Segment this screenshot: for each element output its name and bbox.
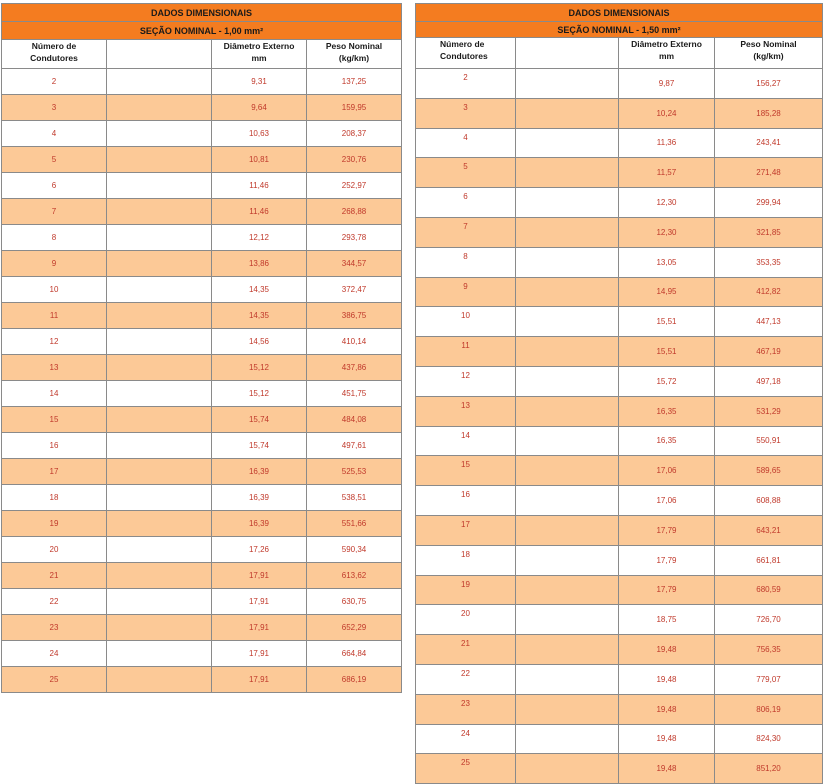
cell-peso-nominal: 372,47: [307, 277, 402, 303]
cell-blank: [107, 147, 212, 173]
table-row: [2, 95, 402, 121]
cell-blank: [516, 158, 619, 188]
table-row: [416, 694, 823, 724]
header-peso-nominal: [715, 38, 823, 69]
cell-peso-nominal: 437,86: [307, 355, 402, 381]
cell-numero-condutores: 15: [2, 407, 107, 433]
cell-numero-condutores: 14: [416, 426, 516, 456]
cell-blank: [516, 307, 619, 337]
cell-peso-nominal: 806,19: [715, 694, 823, 724]
table-row: [2, 225, 402, 251]
table-row: [416, 754, 823, 784]
cell-numero-condutores: 16: [2, 433, 107, 459]
table-row: [416, 545, 823, 575]
table-row: [416, 128, 823, 158]
cell-blank: [107, 303, 212, 329]
cell-blank: [516, 486, 619, 516]
header-numero-line1: Número de: [440, 39, 485, 49]
cell-numero-condutores: 3: [416, 98, 516, 128]
cell-peso-nominal: 525,53: [307, 459, 402, 485]
cell-diametro-externo: 17,91: [212, 563, 307, 589]
table-title-row: [2, 4, 402, 22]
cell-blank: [107, 459, 212, 485]
cell-diametro-externo: 10,63: [212, 121, 307, 147]
cell-numero-condutores: 10: [2, 277, 107, 303]
cell-numero-condutores: 11: [416, 337, 516, 367]
table-row: [2, 641, 402, 667]
table-row: [2, 537, 402, 563]
cell-numero-condutores: 7: [416, 217, 516, 247]
cell-numero-condutores: 2: [416, 69, 516, 99]
cell-blank: [516, 277, 619, 307]
cell-blank: [107, 407, 212, 433]
cell-diametro-externo: 15,12: [212, 355, 307, 381]
cell-blank: [516, 694, 619, 724]
table-row: [2, 433, 402, 459]
cell-peso-nominal: 156,27: [715, 69, 823, 99]
cell-peso-nominal: 538,51: [307, 485, 402, 511]
cell-blank: [107, 667, 212, 693]
table-row: [2, 147, 402, 173]
header-blank: [107, 40, 212, 69]
table-row: [416, 426, 823, 456]
cell-diametro-externo: 17,06: [619, 486, 715, 516]
table-row: [416, 515, 823, 545]
cell-diametro-externo: 16,39: [212, 459, 307, 485]
cell-peso-nominal: 412,82: [715, 277, 823, 307]
cell-blank: [516, 396, 619, 426]
cell-peso-nominal: 551,66: [307, 511, 402, 537]
cell-peso-nominal: 137,25: [307, 69, 402, 95]
dimensional-table-1-00: [1, 3, 402, 693]
header-numero-line2: Condutores: [30, 53, 78, 63]
cell-diametro-externo: 19,48: [619, 635, 715, 665]
table-row: [2, 251, 402, 277]
cell-blank: [107, 615, 212, 641]
table-row: [416, 396, 823, 426]
cell-diametro-externo: 17,91: [212, 615, 307, 641]
cell-numero-condutores: 18: [2, 485, 107, 511]
table-row: [416, 307, 823, 337]
cell-diametro-externo: 17,91: [212, 641, 307, 667]
cell-diametro-externo: 15,12: [212, 381, 307, 407]
table-row: [416, 635, 823, 665]
cell-peso-nominal: 344,57: [307, 251, 402, 277]
table-row: [2, 303, 402, 329]
header-blank: [516, 38, 619, 69]
cell-peso-nominal: 680,59: [715, 575, 823, 605]
header-numero-condutores: [416, 38, 516, 69]
cell-numero-condutores: 4: [2, 121, 107, 147]
cell-peso-nominal: 824,30: [715, 724, 823, 754]
cell-peso-nominal: 230,76: [307, 147, 402, 173]
table-row: [416, 366, 823, 396]
cell-peso-nominal: 851,20: [715, 754, 823, 784]
cell-peso-nominal: 664,84: [307, 641, 402, 667]
cell-diametro-externo: 15,51: [619, 337, 715, 367]
header-diametro-externo: [212, 40, 307, 69]
cell-peso-nominal: 410,14: [307, 329, 402, 355]
cell-numero-condutores: 2: [2, 69, 107, 95]
cell-diametro-externo: 10,81: [212, 147, 307, 173]
cell-diametro-externo: 15,74: [212, 433, 307, 459]
cell-diametro-externo: 13,05: [619, 247, 715, 277]
table-row: [2, 277, 402, 303]
table-row: [2, 329, 402, 355]
cell-peso-nominal: 321,85: [715, 217, 823, 247]
header-diametro-line2: mm: [658, 51, 675, 61]
header-diametro-line2: mm: [251, 53, 267, 63]
cell-peso-nominal: 386,75: [307, 303, 402, 329]
table-row: [2, 381, 402, 407]
table-row: [2, 355, 402, 381]
cell-blank: [107, 433, 212, 459]
cell-peso-nominal: 208,37: [307, 121, 402, 147]
table-row: [416, 575, 823, 605]
cell-blank: [107, 121, 212, 147]
cell-diametro-externo: 19,48: [619, 754, 715, 784]
cell-numero-condutores: 14: [2, 381, 107, 407]
column-header-row: [2, 40, 402, 69]
cell-diametro-externo: 12,30: [619, 217, 715, 247]
cell-blank: [107, 277, 212, 303]
cell-peso-nominal: 643,21: [715, 515, 823, 545]
cell-numero-condutores: 7: [2, 199, 107, 225]
cell-diametro-externo: 13,86: [212, 251, 307, 277]
cell-numero-condutores: 11: [2, 303, 107, 329]
table-row: [416, 486, 823, 516]
header-diametro-line1: Diâmetro Externo: [631, 39, 702, 49]
cell-blank: [516, 69, 619, 99]
cell-diametro-externo: 15,72: [619, 366, 715, 396]
cell-peso-nominal: 252,97: [307, 173, 402, 199]
cell-blank: [516, 575, 619, 605]
dimensional-table-1-50: [415, 3, 823, 784]
cell-peso-nominal: 497,61: [307, 433, 402, 459]
cell-blank: [516, 754, 619, 784]
cell-blank: [516, 605, 619, 635]
table-row: [2, 615, 402, 641]
cell-diametro-externo: 11,57: [619, 158, 715, 188]
table-row: [2, 667, 402, 693]
cell-numero-condutores: 8: [416, 247, 516, 277]
header-peso-nominal: [307, 40, 402, 69]
cell-diametro-externo: 11,46: [212, 199, 307, 225]
cell-blank: [107, 69, 212, 95]
cell-diametro-externo: 12,12: [212, 225, 307, 251]
table-subtitle: SEÇÃO NOMINAL - 1,50 mm²: [416, 22, 823, 38]
header-peso-line2: (kg/km): [338, 53, 370, 63]
cell-blank: [107, 355, 212, 381]
cell-diametro-externo: 19,48: [619, 664, 715, 694]
cell-numero-condutores: 6: [2, 173, 107, 199]
cell-numero-condutores: 19: [416, 575, 516, 605]
cell-diametro-externo: 18,75: [619, 605, 715, 635]
header-peso-line1: Peso Nominal: [740, 39, 797, 49]
table-title-row: [416, 4, 823, 22]
cell-blank: [516, 98, 619, 128]
cell-diametro-externo: 11,46: [212, 173, 307, 199]
cell-blank: [107, 95, 212, 121]
cell-diametro-externo: 11,36: [619, 128, 715, 158]
cell-peso-nominal: 590,34: [307, 537, 402, 563]
cell-blank: [516, 664, 619, 694]
cell-diametro-externo: 19,48: [619, 724, 715, 754]
table-row: [2, 511, 402, 537]
table-body: [2, 69, 402, 693]
cell-diametro-externo: 14,56: [212, 329, 307, 355]
table-subtitle: SEÇÃO NOMINAL - 1,00 mm²: [2, 22, 402, 40]
cell-peso-nominal: 756,35: [715, 635, 823, 665]
cell-peso-nominal: 726,70: [715, 605, 823, 635]
cell-peso-nominal: 630,75: [307, 589, 402, 615]
cell-numero-condutores: 6: [416, 188, 516, 218]
cell-peso-nominal: 652,29: [307, 615, 402, 641]
cell-peso-nominal: 779,07: [715, 664, 823, 694]
header-numero-condutores: [2, 40, 107, 69]
table-row: [416, 188, 823, 218]
table-subtitle-row: [2, 22, 402, 40]
table-subtitle-row: [416, 22, 823, 38]
cell-blank: [107, 485, 212, 511]
column-header-row: [416, 38, 823, 69]
header-peso-line2: (kg/km): [753, 51, 784, 61]
cell-diametro-externo: 15,51: [619, 307, 715, 337]
cell-diametro-externo: 16,35: [619, 396, 715, 426]
cell-numero-condutores: 19: [2, 511, 107, 537]
cell-numero-condutores: 21: [416, 635, 516, 665]
cell-diametro-externo: 16,35: [619, 426, 715, 456]
cell-diametro-externo: 14,35: [212, 277, 307, 303]
cell-numero-condutores: 12: [2, 329, 107, 355]
cell-numero-condutores: 20: [2, 537, 107, 563]
table-row: [416, 69, 823, 99]
cell-diametro-externo: 17,79: [619, 575, 715, 605]
header-diametro-externo: [619, 38, 715, 69]
cell-peso-nominal: 447,13: [715, 307, 823, 337]
cell-peso-nominal: 185,28: [715, 98, 823, 128]
cell-diametro-externo: 9,31: [212, 69, 307, 95]
cell-diametro-externo: 14,35: [212, 303, 307, 329]
cell-blank: [516, 128, 619, 158]
table-row: [416, 98, 823, 128]
cell-numero-condutores: 23: [2, 615, 107, 641]
cell-numero-condutores: 24: [416, 724, 516, 754]
cell-numero-condutores: 12: [416, 366, 516, 396]
table-row: [2, 199, 402, 225]
cell-numero-condutores: 20: [416, 605, 516, 635]
table-row: [416, 605, 823, 635]
cell-numero-condutores: 13: [2, 355, 107, 381]
table-row: [2, 459, 402, 485]
cell-diametro-externo: 17,91: [212, 667, 307, 693]
cell-peso-nominal: 608,88: [715, 486, 823, 516]
cell-diametro-externo: 16,39: [212, 485, 307, 511]
cell-peso-nominal: 467,19: [715, 337, 823, 367]
cell-diametro-externo: 14,95: [619, 277, 715, 307]
cell-peso-nominal: 661,81: [715, 545, 823, 575]
cell-numero-condutores: 3: [2, 95, 107, 121]
table-title: DADOS DIMENSIONAIS: [2, 4, 402, 22]
cell-numero-condutores: 21: [2, 563, 107, 589]
cell-peso-nominal: 686,19: [307, 667, 402, 693]
cell-numero-condutores: 5: [2, 147, 107, 173]
table-row: [416, 664, 823, 694]
cell-numero-condutores: 17: [416, 515, 516, 545]
cell-peso-nominal: 589,65: [715, 456, 823, 486]
table-row: [416, 247, 823, 277]
cell-blank: [516, 635, 619, 665]
cell-blank: [516, 724, 619, 754]
cell-blank: [516, 188, 619, 218]
cell-blank: [107, 329, 212, 355]
cell-numero-condutores: 18: [416, 545, 516, 575]
table-row: [416, 337, 823, 367]
table-row: [416, 724, 823, 754]
cell-peso-nominal: 293,78: [307, 225, 402, 251]
header-peso-line1: Peso Nominal: [325, 41, 383, 51]
cell-diametro-externo: 9,64: [212, 95, 307, 121]
cell-blank: [516, 426, 619, 456]
cell-numero-condutores: 23: [416, 694, 516, 724]
cell-diametro-externo: 17,79: [619, 545, 715, 575]
cell-blank: [107, 641, 212, 667]
table-row: [2, 589, 402, 615]
table-row: [2, 69, 402, 95]
cell-blank: [516, 515, 619, 545]
cell-peso-nominal: 484,08: [307, 407, 402, 433]
cell-blank: [107, 537, 212, 563]
cell-peso-nominal: 271,48: [715, 158, 823, 188]
cell-peso-nominal: 353,35: [715, 247, 823, 277]
cell-peso-nominal: 497,18: [715, 366, 823, 396]
cell-blank: [516, 366, 619, 396]
table-row: [2, 485, 402, 511]
cell-diametro-externo: 16,39: [212, 511, 307, 537]
table-row: [416, 277, 823, 307]
cell-numero-condutores: 13: [416, 396, 516, 426]
cell-peso-nominal: 159,95: [307, 95, 402, 121]
cell-peso-nominal: 268,88: [307, 199, 402, 225]
cell-numero-condutores: 9: [416, 277, 516, 307]
cell-peso-nominal: 613,62: [307, 563, 402, 589]
cell-diametro-externo: 17,06: [619, 456, 715, 486]
cell-numero-condutores: 15: [416, 456, 516, 486]
cell-blank: [107, 173, 212, 199]
cell-numero-condutores: 25: [416, 754, 516, 784]
header-numero-line1: Número de: [31, 41, 77, 51]
cell-diametro-externo: 19,48: [619, 694, 715, 724]
cell-blank: [107, 251, 212, 277]
cell-blank: [107, 511, 212, 537]
table-title: DADOS DIMENSIONAIS: [416, 4, 823, 22]
cell-diametro-externo: 10,24: [619, 98, 715, 128]
table-row: [2, 407, 402, 433]
cell-numero-condutores: 9: [2, 251, 107, 277]
cell-numero-condutores: 17: [2, 459, 107, 485]
cell-blank: [107, 381, 212, 407]
cell-diametro-externo: 17,79: [619, 515, 715, 545]
cell-diametro-externo: 12,30: [619, 188, 715, 218]
cell-peso-nominal: 531,29: [715, 396, 823, 426]
cell-numero-condutores: 10: [416, 307, 516, 337]
cell-numero-condutores: 22: [2, 589, 107, 615]
cell-diametro-externo: 15,74: [212, 407, 307, 433]
cell-blank: [107, 589, 212, 615]
table-row: [2, 173, 402, 199]
cell-blank: [107, 563, 212, 589]
cell-blank: [516, 337, 619, 367]
cell-blank: [516, 247, 619, 277]
cell-numero-condutores: 5: [416, 158, 516, 188]
table-row: [416, 158, 823, 188]
cell-blank: [516, 217, 619, 247]
cell-peso-nominal: 299,94: [715, 188, 823, 218]
table-row: [2, 563, 402, 589]
cell-peso-nominal: 451,75: [307, 381, 402, 407]
cell-blank: [107, 225, 212, 251]
cell-diametro-externo: 17,91: [212, 589, 307, 615]
cell-peso-nominal: 243,41: [715, 128, 823, 158]
cell-numero-condutores: 22: [416, 664, 516, 694]
table-row: [416, 217, 823, 247]
cell-numero-condutores: 25: [2, 667, 107, 693]
cell-numero-condutores: 16: [416, 486, 516, 516]
cell-diametro-externo: 9,87: [619, 69, 715, 99]
cell-blank: [516, 545, 619, 575]
cell-numero-condutores: 24: [2, 641, 107, 667]
cell-blank: [516, 456, 619, 486]
cell-numero-condutores: 4: [416, 128, 516, 158]
header-diametro-line1: Diâmetro Externo: [223, 41, 295, 51]
header-numero-line2: Condutores: [440, 51, 488, 61]
table-row: [2, 121, 402, 147]
cell-peso-nominal: 550,91: [715, 426, 823, 456]
cell-numero-condutores: 8: [2, 225, 107, 251]
table-body: [416, 69, 823, 784]
cell-diametro-externo: 17,26: [212, 537, 307, 563]
table-row: [416, 456, 823, 486]
cell-blank: [107, 199, 212, 225]
